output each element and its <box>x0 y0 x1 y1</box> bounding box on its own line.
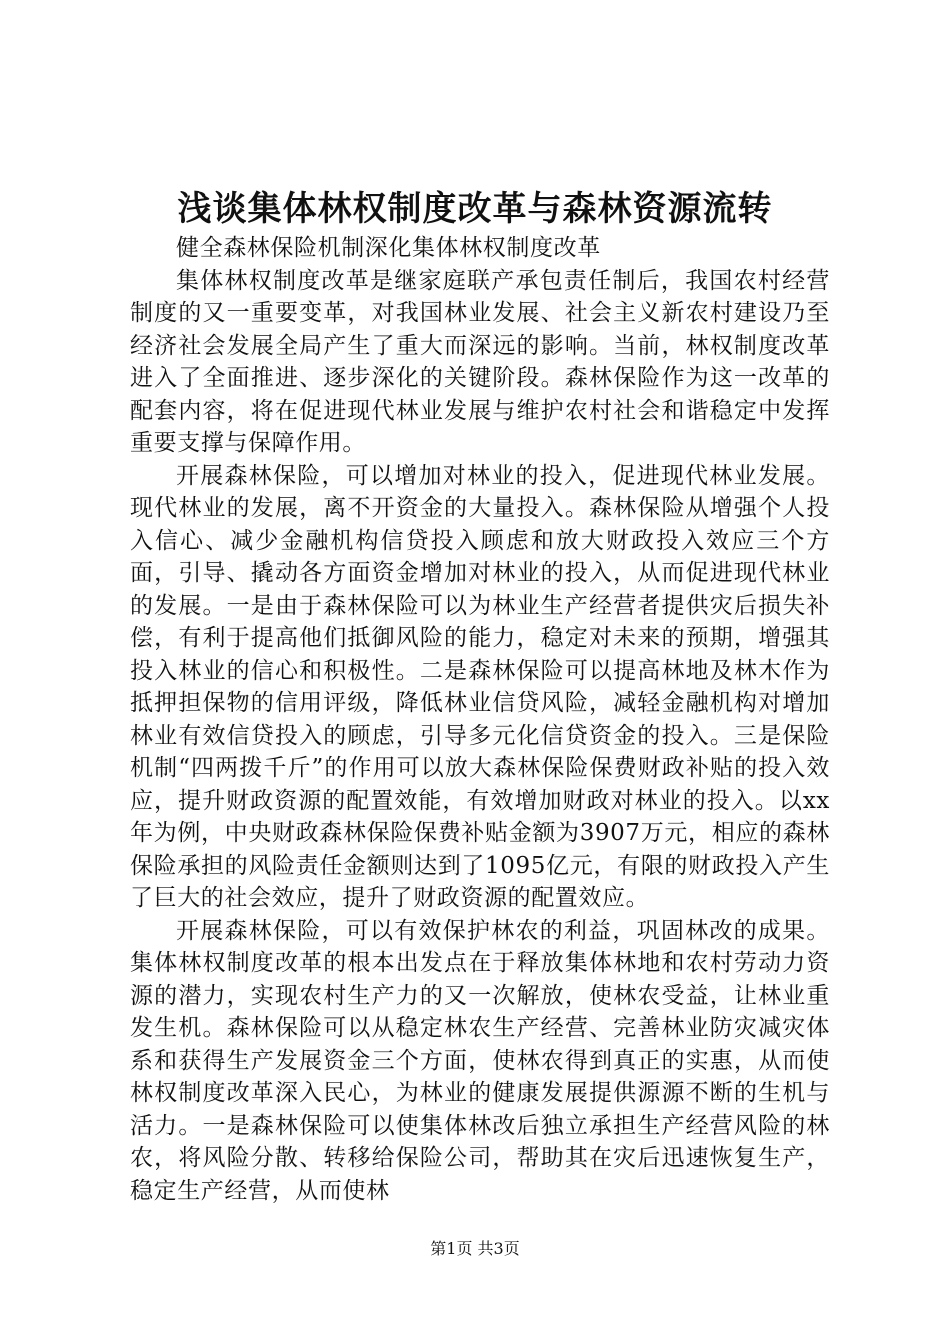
document-title: 浅谈集体林权制度改革与森林资源流转 <box>177 189 773 229</box>
paragraph-3: 开展森林保险，可以有效保护林农的利益，巩固林改的成果。集体林权制度改革的根本出发点在于释放集体林地和农村劳动力资源的潜力，实现农村生产力的又一次解放，使林农受益，让林业重发生机。森林保险可以从稳定林农生产经营、完善林业防灾减灾体系和获得生产发展资金三个方面，使林农得到真正的实惠，从而使林权制度改革深入民心，为林业的健康发展提供源源不断的生机与活力。一是森林保险可以使集体林改后独立承担生产经营风险的林农，将风险分散、转移给保险公司，帮助其在灾后迅速恢复生产，稳定生产经营，从而使林 <box>130 917 830 1204</box>
paragraph-2: 开展森林保险，可以增加对林业的投入，促进现代林业发展。现代林业的发展，离不开资金的大量投入。森林保险从增强个人投入信心、减少金融机构信贷投入顾虑和放大财政投入效应三个方面，引导、撬动各方面资金增加对林业的投入，从而促进现代林业的发展。一是由于森林保险可以为林业生产经营者提供灾后损失补偿，有利于提高他们抵御风险的能力，稳定对未来的预期，增强其投入林业的信心和积极性。二是森林保险可以提高林地及林木作为抵押担保物的信用评级，降低林业信贷风险，减轻金融机构对增加林业有效信贷投入的顾虑，引导多元化信贷资金的投入。三是保险机制“四两拨千斤”的作用可以放大森林保险保费财政补贴的投入效应，提升财政资源的配置效能，有效增加财政对林业的投入。以xx年为例，中央财政森林保险保费补贴金额为3907万元，相应的森林保险承担的风险责任金额则达到了1095亿元，有限的财政投入产生了巨大的社会效应，提升了财政资源的配置效应。 <box>130 462 830 911</box>
document-subtitle: 健全森林保险机制深化集体林权制度改革 <box>176 235 601 261</box>
document-body <box>130 232 830 1207</box>
page-footer: 第1页 共3页 <box>430 1239 520 1258</box>
paragraph-1: 集体林权制度改革是继家庭联产承包责任制后，我国农村经营制度的又一重要变革，对我国林业发展、社会主义新农村建设乃至经济社会发展全局产生了重大而深远的影响。当前，林权制度改革进入了全面推进、逐步深化的关键阶段。森林保险作为这一改革的配套内容，将在促进现代林业发展与维护农村社会和谐稳定中发挥重要支撑与保障作用。 <box>130 267 830 456</box>
